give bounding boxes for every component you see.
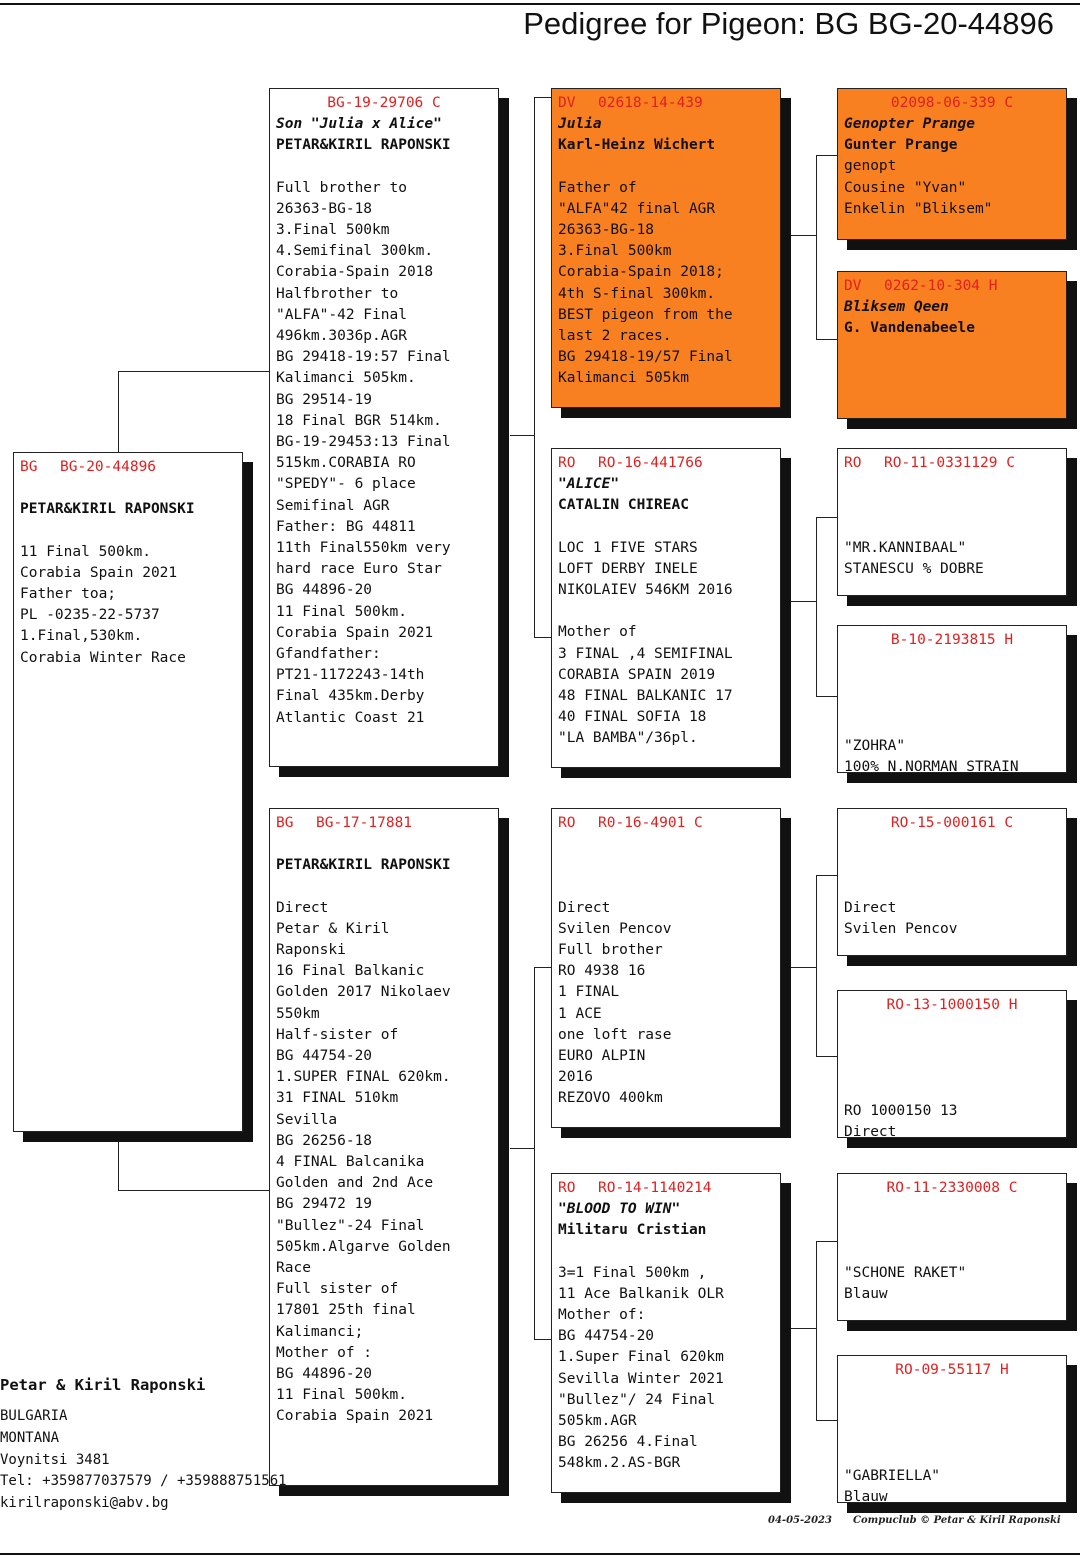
info-line: 505km.AGR: [558, 1413, 637, 1430]
info-line: CORABIA SPAIN 2019: [558, 666, 716, 683]
ring-label: RO-16-441766: [598, 455, 703, 471]
info-line: Corabia-Spain 2018: [276, 264, 434, 281]
info-line: Mother of:: [558, 1307, 646, 1323]
sire-dam-sire-card[interactable]: [837, 448, 1067, 596]
page-title: Pedigree for Pigeon: BG BG-20-44896: [523, 6, 1054, 41]
info-line: [558, 601, 774, 622]
sire-dam-card[interactable]: [551, 448, 781, 768]
subject-pigeon-card[interactable]: [13, 452, 243, 1132]
info-line: PETAR&KIRIL RAPONSKI: [276, 857, 451, 874]
info-line: PT21-1172243-14th: [276, 667, 425, 684]
connector: [118, 1190, 270, 1191]
breeder-email[interactable]: kirilraponski@abv.bg: [0, 1495, 169, 1511]
ring-number: [844, 453, 1060, 474]
ring-label: RO-09-55117 H: [895, 1362, 1009, 1378]
info-line: 11 Final 500km.: [20, 543, 151, 560]
country-code: RO: [558, 815, 576, 831]
ring-label: BG-19-29706 C: [327, 95, 441, 111]
info-line: [844, 1402, 1060, 1423]
info-line: [844, 1080, 1060, 1101]
ring-number: [558, 1178, 774, 1199]
ring-label: R0-16-4901 C: [598, 815, 703, 831]
country-code: RO: [558, 1180, 576, 1196]
info-line: G. Vandenabeele: [844, 320, 975, 337]
info-line: 505km.Algarve Golden: [276, 1238, 451, 1255]
top-rule: [0, 3, 1080, 5]
info-line: 1.Super Final 620km: [558, 1349, 724, 1366]
country-code: BG: [20, 459, 38, 475]
info-line: last 2 races.: [558, 328, 672, 345]
info-line: [844, 1241, 1060, 1262]
info-line: [276, 876, 492, 897]
info-line: [844, 855, 1060, 876]
sire-sire-dam-card[interactable]: [837, 271, 1067, 419]
info-line: PETAR&KIRIL RAPONSKI: [276, 137, 451, 154]
info-line: Final 435km.Derby: [276, 688, 425, 705]
connector: [816, 696, 838, 697]
breeder-phone: Tel: +359877037579 / +359888751561: [0, 1473, 287, 1489]
info-line: 4.Semifinal 300km.: [276, 243, 434, 260]
info-line: 26363-BG-18: [558, 222, 655, 238]
dam-sire-card[interactable]: [551, 808, 781, 1128]
ring-label: 02618-14-439: [598, 95, 703, 111]
connector: [790, 1328, 816, 1329]
info-line: Father: BG 44811: [276, 518, 416, 535]
info-line: [844, 876, 1060, 897]
connector: [816, 1420, 838, 1421]
country-code: DV: [844, 278, 862, 294]
info-line: STANESCU % DOBRE: [844, 560, 984, 577]
ring-number: [276, 813, 492, 834]
country-code: RO: [844, 455, 862, 471]
info-line: "MR.KANNIBAAL": [844, 539, 967, 556]
info-line: 4 FINAL Balcanika: [276, 1154, 425, 1171]
info-line: 11th Final550km very: [276, 540, 451, 557]
info-line: [558, 1241, 774, 1262]
country-code: BG: [276, 815, 294, 831]
info-line: genopt: [844, 158, 897, 175]
info-line: Full brother to: [276, 179, 407, 196]
info-line: BG 29418-19/57 Final: [558, 349, 733, 366]
info-line: [558, 855, 774, 876]
ring-label: RO-14-1140214: [598, 1180, 712, 1196]
info-line: REZOVO 400km: [558, 1090, 663, 1107]
info-line: Direct: [276, 899, 329, 916]
connector: [816, 1241, 838, 1242]
info-line: [844, 495, 1060, 516]
info-line: 26363-BG-18: [276, 200, 373, 217]
info-line: 11 Final 500km.: [276, 1387, 407, 1404]
info-line: Gunter Prange: [844, 137, 958, 154]
dam-sire-dam-card[interactable]: [837, 990, 1067, 1138]
info-line: LOFT DERBY INELE: [558, 560, 698, 577]
info-line: LOC 1 FIVE STARS: [558, 539, 698, 556]
country-code: DV: [558, 95, 576, 111]
info-line: CATALIN CHIREAC: [558, 497, 689, 514]
info-line: "GABRIELLA": [844, 1467, 941, 1484]
info-line: [844, 1037, 1060, 1058]
info-line: Enkelin "Bliksem": [844, 200, 993, 217]
info-line: 17801 25th final: [276, 1302, 416, 1319]
info-line: 1.Final,530km.: [20, 628, 143, 645]
breeder-region: MONTANA: [0, 1430, 60, 1446]
info-line: [844, 1016, 1060, 1037]
info-line: Genopter Prange: [844, 116, 975, 132]
info-line: PL -0235-22-5737: [20, 607, 160, 624]
ring-number: [844, 1178, 1060, 1199]
info-line: [844, 693, 1060, 714]
ring-number: [20, 457, 236, 478]
info-line: 31 FINAL 510km: [276, 1090, 399, 1107]
info-line: [844, 1423, 1060, 1444]
info-line: Golden 2017 Nikolaev: [276, 984, 451, 1001]
info-line: "BLOOD TO WIN": [558, 1201, 681, 1217]
info-line: Halfbrother to: [276, 285, 399, 302]
info-line: Kalimanci;: [276, 1323, 364, 1340]
info-line: 100% N.NORMAN STRAIN: [844, 758, 1019, 773]
ring-number: [844, 93, 1060, 114]
ring-number: [558, 93, 774, 114]
info-line: PETAR&KIRIL RAPONSKI: [20, 501, 195, 518]
bottom-rule: [0, 1553, 1080, 1555]
ring-number: [276, 93, 492, 114]
info-line: Direct: [558, 899, 611, 916]
ring-number: [844, 276, 1060, 297]
info-line: Mother of :: [276, 1344, 373, 1361]
info-line: Gfandfather:: [276, 646, 381, 663]
info-line: "ALFA"42 final AGR: [558, 200, 716, 217]
info-line: Full sister of: [276, 1281, 399, 1298]
info-line: "ZOHRA": [844, 737, 906, 754]
info-line: Corabia Spain 2021: [276, 624, 434, 641]
connector: [534, 967, 552, 968]
info-line: "Bullez"-24 Final: [276, 1217, 425, 1234]
ring-number: [844, 813, 1060, 834]
info-line: 3 FINAL ,4 SEMIFINAL: [558, 645, 733, 662]
ring-number: [558, 813, 774, 834]
info-line: 18 Final BGR 514km.: [276, 412, 442, 429]
connector: [816, 1241, 817, 1421]
sire-sire-card[interactable]: [551, 88, 781, 408]
ring-number: [844, 995, 1060, 1016]
connector: [790, 235, 816, 236]
info-line: BG 26256-18: [276, 1132, 373, 1149]
connector: [816, 875, 838, 876]
info-line: Direct: [844, 1123, 897, 1138]
info-line: [844, 715, 1060, 736]
sire-sire-sire-card[interactable]: [837, 88, 1067, 240]
info-line: 3=1 Final 500km ,: [558, 1264, 707, 1281]
breeder-town: Voynitsi 3481: [0, 1452, 110, 1468]
connector: [534, 97, 552, 98]
info-line: [844, 474, 1060, 495]
info-line: one loft rase: [558, 1026, 672, 1043]
info-line: [844, 1381, 1060, 1402]
connector: [790, 967, 816, 968]
connector: [534, 1339, 552, 1340]
info-line: [844, 1199, 1060, 1220]
info-line: 550km: [276, 1005, 320, 1022]
info-line: Bliksem Qeen: [844, 299, 949, 315]
info-line: 1 FINAL: [558, 984, 620, 1001]
info-line: Sevilla Winter 2021: [558, 1370, 724, 1387]
info-line: Golden and 2nd Ace: [276, 1175, 434, 1192]
dam-card[interactable]: [269, 808, 499, 1486]
info-line: BG 29418-19:57 Final: [276, 349, 451, 366]
info-line: RO 4938 16: [558, 963, 646, 980]
connector: [816, 339, 838, 340]
info-line: Raponski: [276, 941, 346, 958]
info-line: 40 FINAL SOFIA 18: [558, 709, 707, 726]
info-line: 548km.2.AS-BGR: [558, 1455, 681, 1472]
info-line: BG 44896-20: [276, 582, 373, 599]
info-line: Race: [276, 1260, 311, 1277]
info-line: BG 29514-19: [276, 391, 373, 408]
info-line: Blauw: [844, 1285, 888, 1302]
info-line: 2016: [558, 1069, 593, 1086]
connector: [816, 875, 817, 1057]
info-line: [558, 516, 774, 537]
sire-dam-dam-card[interactable]: [837, 625, 1067, 773]
info-line: [20, 520, 236, 541]
info-line: 1.SUPER FINAL 620km.: [276, 1069, 451, 1086]
connector: [816, 1056, 838, 1057]
breeder-name: Petar & Kiril Raponski: [0, 1376, 206, 1394]
ring-label: 0262-10-304 H: [884, 278, 998, 294]
info-line: RO 1000150 13: [844, 1102, 958, 1119]
dam-dam-dam-card[interactable]: [837, 1355, 1067, 1503]
ring-number: [558, 453, 774, 474]
sire-card[interactable]: [269, 88, 499, 767]
connector: [816, 155, 838, 156]
info-line: Militaru Cristian: [558, 1222, 707, 1239]
ring-label: RO-11-0331129 C: [884, 455, 1015, 471]
info-line: Petar & Kiril: [276, 920, 390, 937]
info-line: Kalimanci 505km.: [276, 370, 416, 387]
info-line: BG 26256 4.Final: [558, 1434, 698, 1451]
info-line: "Bullez"/ 24 Final: [558, 1391, 716, 1408]
connector: [790, 601, 816, 602]
connector: [534, 97, 535, 638]
info-line: [844, 1445, 1060, 1466]
info-line: [844, 651, 1060, 672]
info-line: [844, 834, 1060, 855]
connector: [816, 155, 817, 340]
info-line: hard race Euro Star: [276, 561, 442, 578]
info-line: Kalimanci 505km: [558, 370, 689, 387]
info-line: 515km.CORABIA RO: [276, 455, 416, 472]
info-line: BG 44896-20: [276, 1366, 373, 1383]
connector: [534, 967, 535, 1340]
info-line: BG-19-29453:13 Final: [276, 434, 451, 451]
ring-number: [844, 1360, 1060, 1381]
connector: [816, 517, 838, 518]
ring-label: RO-11-2330008 C: [886, 1180, 1018, 1196]
info-line: Cousine "Yvan": [844, 179, 967, 196]
info-line: "LA BAMBA"/36pl.: [558, 730, 698, 747]
info-line: Sevilla: [276, 1111, 338, 1128]
info-line: Full brother: [558, 941, 663, 958]
info-line: 1 ACE: [558, 1005, 602, 1022]
info-line: Svilen Pencov: [558, 920, 672, 937]
info-line: Semifinal AGR: [276, 497, 390, 514]
info-line: Atlantic Coast 21: [276, 709, 425, 726]
info-line: Corabia-Spain 2018;: [558, 264, 724, 281]
info-line: BG 44754-20: [276, 1048, 373, 1064]
info-line: Direct: [844, 899, 897, 916]
info-line: 4th S-final 300km.: [558, 285, 716, 302]
info-line: [20, 478, 236, 499]
ring-label: B-10-2193815 H: [890, 632, 1014, 648]
info-line: 16 Final Balkanic: [276, 963, 425, 980]
info-line: BEST pigeon from the: [558, 306, 733, 323]
info-line: EURO ALPIN: [558, 1047, 646, 1064]
ring-label: RO-15-000161 C: [890, 815, 1014, 831]
ring-label: BG-17-17881: [316, 815, 413, 831]
info-line: Blauw: [844, 1488, 888, 1503]
info-line: 3.Final 500km: [558, 243, 672, 260]
connector: [118, 1130, 119, 1191]
info-line: 11 Ace Balkanik OLR: [558, 1285, 724, 1302]
info-line: [844, 516, 1060, 537]
ring-label: 02098-06-339 C: [890, 95, 1014, 111]
info-line: Corabia Spain 2021: [20, 564, 178, 581]
connector: [816, 517, 817, 697]
dam-sire-sire-card[interactable]: [837, 808, 1067, 956]
info-line: 11 Final 500km.: [276, 603, 407, 620]
info-line: [844, 672, 1060, 693]
info-line: Julia: [558, 116, 602, 132]
software-credit: Compuclub © Petar & Kiril Raponski: [853, 1515, 1061, 1526]
info-line: Half-sister of: [276, 1026, 399, 1043]
info-line: 496km.3036p.AGR: [276, 328, 407, 345]
country-code: RO: [558, 455, 576, 471]
dam-dam-card[interactable]: [551, 1173, 781, 1493]
print-date: 04-05-2023: [768, 1515, 832, 1526]
info-line: [276, 834, 492, 855]
ring-number: [844, 630, 1060, 651]
info-line: NIKOLAIEV 546KM 2016: [558, 582, 733, 598]
info-line: [558, 834, 774, 855]
info-line: [844, 1058, 1060, 1079]
dam-dam-sire-card[interactable]: [837, 1173, 1067, 1321]
ring-label: RO-13-1000150 H: [886, 997, 1018, 1013]
connector: [534, 637, 552, 638]
info-line: 3.Final 500km: [276, 222, 390, 238]
info-line: [276, 156, 492, 177]
ring-label: BG-20-44896: [60, 459, 157, 475]
breeder-country: BULGARIA: [0, 1408, 68, 1424]
info-line: Son "Julia x Alice": [276, 116, 442, 132]
info-line: "ALFA"-42 Final: [276, 306, 407, 323]
info-line: Svilen Pencov: [844, 920, 958, 937]
info-line: [558, 876, 774, 897]
info-line: [844, 1220, 1060, 1241]
info-line: Father of: [558, 179, 637, 196]
info-line: BG 44754-20: [558, 1328, 655, 1345]
info-line: "ALICE": [558, 476, 620, 492]
info-line: [558, 156, 774, 177]
info-line: Mother of: [558, 624, 637, 641]
info-line: "SPEDY"- 6 place: [276, 476, 416, 493]
info-line: "SCHONE RAKET": [844, 1264, 967, 1281]
info-line: Corabia Winter Race: [20, 649, 186, 666]
connector: [510, 435, 534, 436]
info-line: Karl-Heinz Wichert: [558, 137, 716, 154]
info-line: BG 29472 19: [276, 1196, 373, 1213]
info-line: Father toa;: [20, 585, 117, 602]
info-line: Corabia Spain 2021: [276, 1408, 434, 1425]
connector: [118, 371, 119, 453]
connector: [510, 1148, 534, 1149]
info-line: 48 FINAL BALKANIC 17: [558, 688, 733, 704]
connector: [118, 371, 270, 372]
